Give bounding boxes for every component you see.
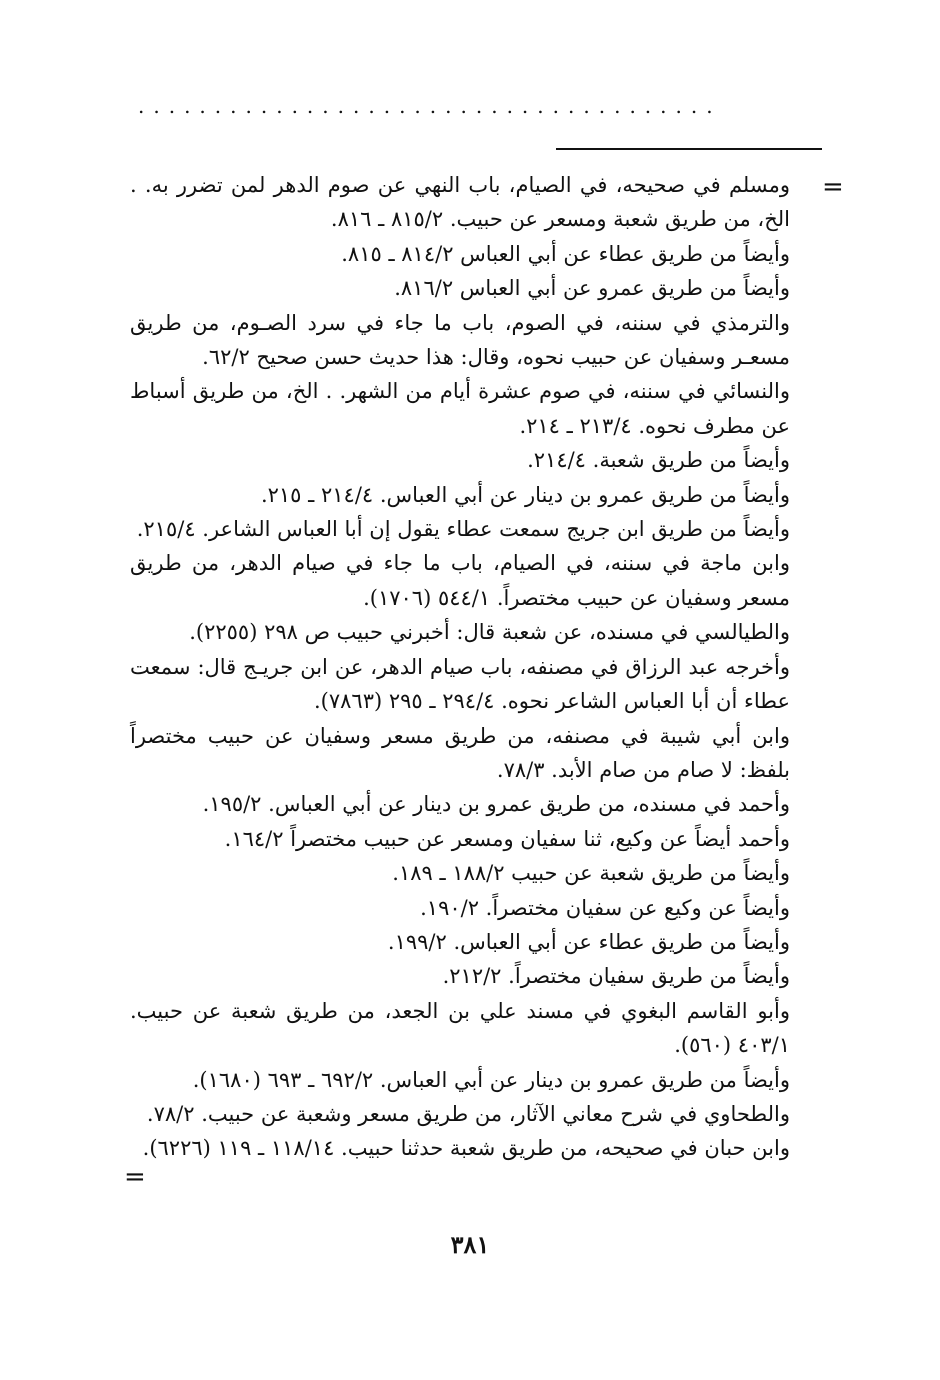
footnote-entry: وأيضاً من طريق شعبة عن حبيب ١٨٨/٢ ـ ١٨٩. (392, 861, 790, 886)
header-dotted-line: ...................................... (138, 94, 722, 118)
page-number: ٣٨١ (450, 1230, 490, 1259)
footnote-entry: وأبو القاسم البغوي في مسند علي بن الجعد، من طريق شعبة عن حبيب. ٤٠٣/١ (٥٦٠). (130, 998, 790, 1058)
footnote-entry: والترمذي في سننه، في الصوم، باب ما جاء في سرد الصـوم، من طريق مسعـر وسفيان عن حبيب نحوه، وقال: هذا حديث حسن صحيح ٦٢/٢. (130, 310, 790, 370)
footnote-entry: وابن حبان في صحيحه، من طريق شعبة حدثنا حبيب. ١١٨/١٤ ـ ١١٩ (٦٢٢٦). (142, 1136, 790, 1161)
footnote-entry: ومسلم في صحيحه، في الصيام، باب النهي عن صوم الدهر لمن تضرر به. . الخ، من طريق شعبة ومسعر عن حبيب. ٨١٥/٢ ـ ٨١٦. (130, 173, 790, 232)
footnote-entry: وأيضاً من طريق ابن جريج سمعت عطاء يقول إن أبا العباس الشاعر. ٢١٥/٤. (136, 517, 790, 542)
footnote-entry: وأحمد في مسنده، من طريق عمرو بن دينار عن أبي العباس. ١٩٥/٢. (202, 792, 790, 817)
footnote-entry: وابن أبي شيبة في مصنفه، من طريق مسعر وسفيان عن حبيب مختصراً بلفظ: لا صام من صام الأبد. ٧٨/٣. (130, 723, 790, 782)
footnote-entry: وأيضاً من طريق شعبة. ٢١٤/٤. (527, 448, 790, 473)
footnote-entry: وأيضاً من طريق سفيان مختصراً. ٢١٢/٢. (442, 964, 790, 989)
footnote-entry: وأيضاً عن وكيع عن سفيان مختصراً. ١٩٠/٢. (420, 895, 790, 920)
footnote-entry: وأيضاً من طريق عمرو عن أبي العباس ٨١٦/٢. (394, 276, 790, 301)
footnote-entry: وابن ماجة في سننه، في الصيام، باب ما جاء في صيام الدهر، من طريق مسعر وسفيان عن حبيب مختصراً. ٥٤٤/١ (١٧٠٦). (130, 551, 790, 610)
continuation-mark-start: = (822, 172, 844, 202)
footnote-entry: وأيضاً من طريق عمرو بن دينار عن أبي العباس. ٦٩٢/٢ ـ ٦٩٣ (١٦٨٠). (192, 1067, 790, 1092)
footnote-entry: والطحاوي في شرح معاني الآثار، من طريق مسعر وشعبة عن حبيب. ٧٨/٢. (146, 1101, 790, 1126)
footnote-entry: وأخرجه عبد الرزاق في مصنفه، باب صيام الدهر، عن ابن جريـج قال: سمعت عطاء أن أبا العباس الشاعر نحوه. ٢٩٤/٤ ـ ٢٩٥ (٧٨٦٣). (130, 654, 790, 714)
footnote-entry: وأيضاً من طريق عمرو بن دينار عن أبي العباس. ٢١٤/٤ ـ ٢١٥. (260, 482, 790, 507)
footnote-entry: والطيالسي في مسنده، عن شعبة قال: أخبرني حبيب ص ٢٩٨ (٢٢٥٥). (189, 620, 790, 645)
footnote-entry: والنسائي في سننه، في صوم عشرة أيام من الشهر. . الخ، من طريق أسباط عن مطرف نحوه. ٢١٣/٤ ـ ٢١٤. (130, 379, 790, 438)
footnote-entry: وأيضاً من طريق عطاء عن أبي العباس ٨١٤/٢ ـ ٨١٥. (341, 241, 790, 266)
footnote-separator-rule (556, 148, 822, 150)
continuation-mark-end: = (124, 1162, 146, 1192)
footnote-entry: وأيضاً من طريق عطاء عن أبي العباس. ١٩٩/٢. (387, 929, 790, 954)
footnote-block (130, 168, 790, 1166)
footnote-entry: وأحمد أيضاً عن وكيع، ثنا سفيان ومسعر عن حبيب مختصراً ١٦٤/٢. (224, 826, 790, 851)
